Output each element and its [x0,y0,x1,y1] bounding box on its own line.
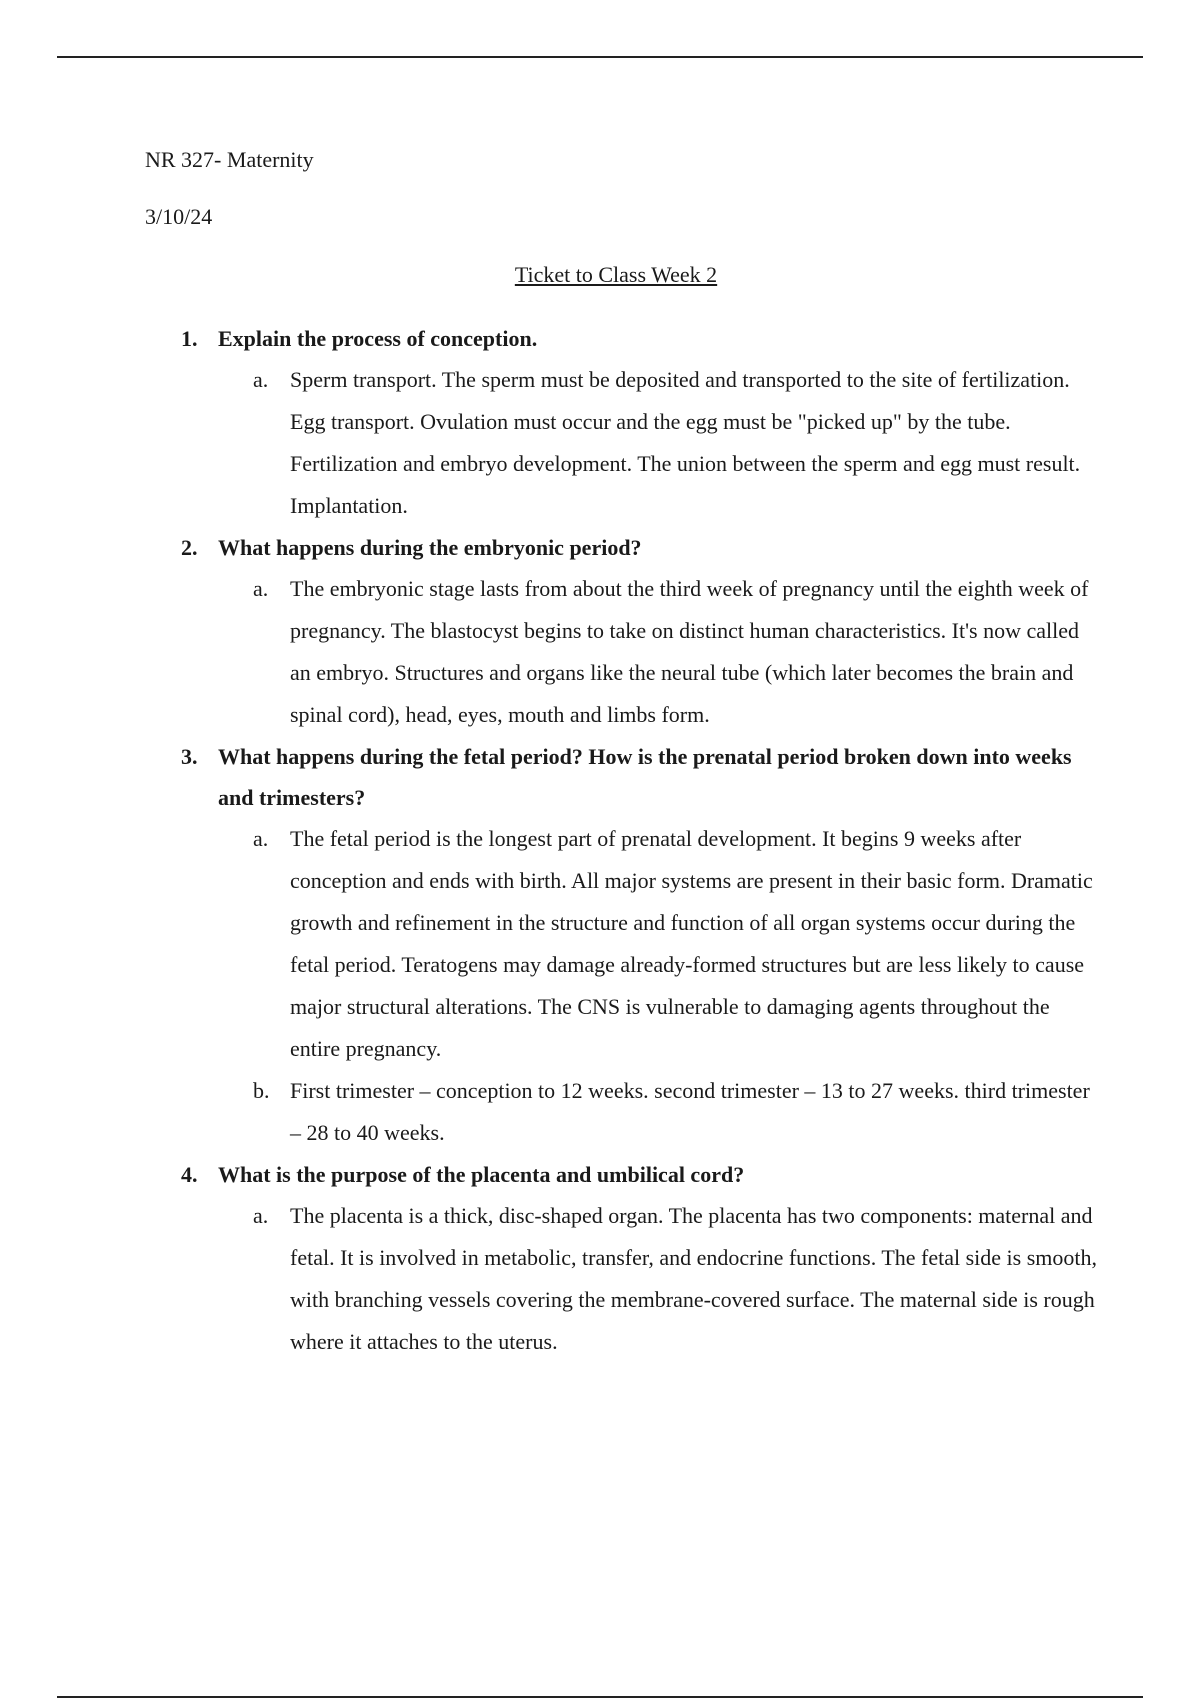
question-1 [0,318,1200,527]
question-text: Explain the process of conception. [218,326,538,351]
question-number: 4. [181,1162,198,1187]
question-2 [0,527,1200,736]
top-rule [57,56,1143,58]
answer-list [0,1195,1200,1363]
document-date: 3/10/24 [145,204,213,229]
question-number: 3. [181,744,198,769]
course-name: NR 327- Maternity [145,147,314,172]
answer-item [0,1195,1200,1363]
question-number: 1. [181,326,198,351]
answer-item [0,1070,1200,1154]
answer-text: The placenta is a thick, disc-shaped organ. The placenta has two components: maternal and fetal. It is involved in metabolic, transfer, and endocrine functions. The fetal side is smooth, with branching vessels covering the membrane-covered surface. The maternal side is rough where it attaches to the uterus. [290,1203,1097,1354]
answer-text: The fetal period is the longest part of prenatal development. It begins 9 weeks after conception and ends with birth. All major systems are present in their basic form. Dramatic growth and refinement in the structure and function of all organ systems occur during the fetal period. Teratogens may damage already-formed structures but are less likely to cause major structural alterations. The CNS is vulnerable to damaging agents throughout the entire pregnancy. [290,826,1093,1061]
question-number: 2. [181,535,198,560]
answer-item [0,359,1200,527]
question-text: What happens during the fetal period? How is the prenatal period broken down into weeks and trimesters? [218,744,1072,810]
answer-list [0,359,1200,527]
answer-letter: a. [253,1203,269,1228]
answer-text: Sperm transport. The sperm must be deposited and transported to the site of fertilization. Egg transport. Ovulation must occur and the egg must be "picked up" by the tube. Fertilization and embryo development. The union between the sperm and egg must result. Implantation. [290,367,1081,518]
answer-letter: a. [253,367,269,392]
answer-item [0,818,1200,1070]
answer-text: First trimester – conception to 12 weeks. second trimester – 13 to 27 weeks. third trimester – 28 to 40 weeks. [290,1078,1090,1145]
answer-letter: b. [253,1078,270,1103]
question-3 [0,736,1200,1154]
document-title: Ticket to Class Week 2 [514,262,718,287]
answer-item [0,568,1200,736]
question-text: What happens during the embryonic period? [218,535,642,560]
answer-letter: a. [253,826,269,851]
question-list [0,318,1200,1363]
question-text: What is the purpose of the placenta and umbilical cord? [218,1162,745,1187]
answer-letter: a. [253,576,269,601]
bottom-rule [57,1696,1143,1698]
answer-list [0,818,1200,1154]
answer-text: The embryonic stage lasts from about the third week of pregnancy until the eighth week of pregnancy. The blastocyst begins to take on distinct human characteristics. It's now called an embryo. Structures and organs like the neural tube (which later becomes the brain and spinal cord), head, eyes, mouth and limbs form. [290,576,1089,727]
answer-list [0,568,1200,736]
question-4 [0,1154,1200,1363]
